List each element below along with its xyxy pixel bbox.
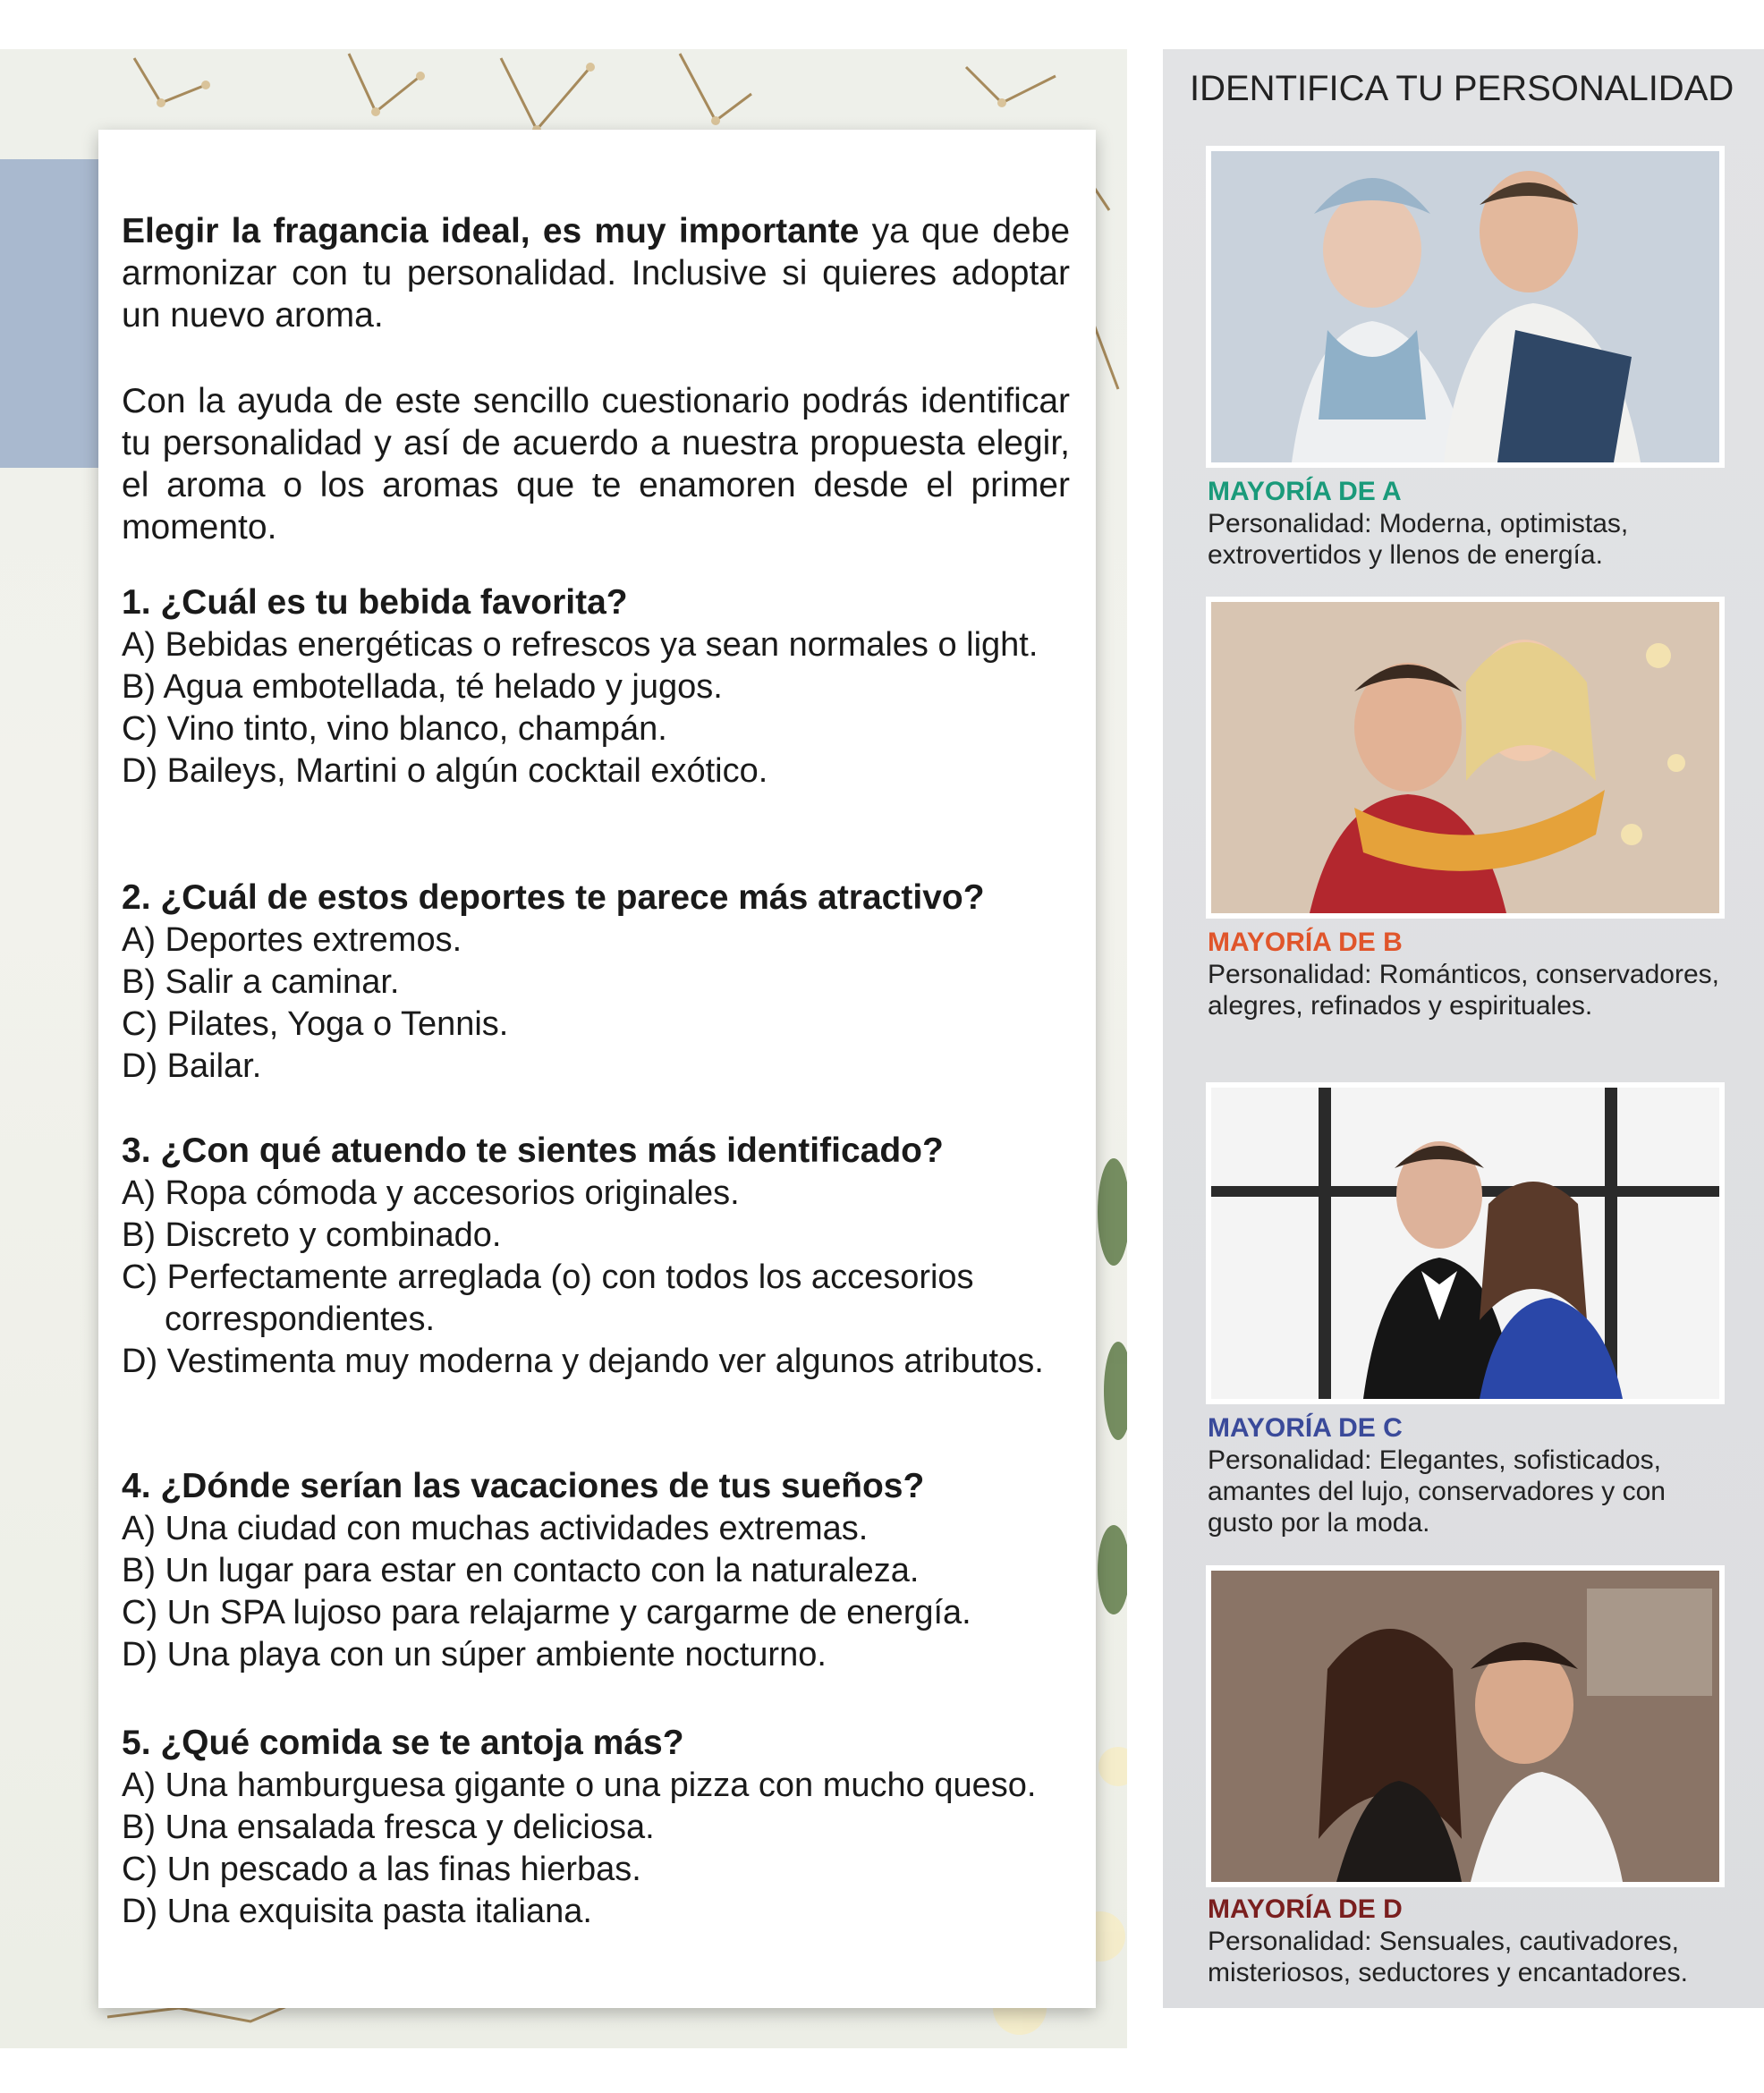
question-title: 1. ¿Cuál es tu bebida favorita? — [122, 583, 628, 622]
questionnaire-card — [98, 130, 1096, 2008]
option-d: D) Una playa con un súper ambiente nocturno. — [122, 1636, 827, 1674]
option-b: B) Una ensalada fresca y deliciosa. — [122, 1809, 655, 1846]
option-b: B) Un lugar para estar en contacto con la naturaleza. — [122, 1552, 920, 1589]
couple-photo-a — [1206, 146, 1725, 468]
personality-sidebar — [1163, 49, 1764, 2008]
result-label-b: MAYORÍA DE B — [1208, 928, 1403, 957]
question-3 — [122, 1130, 1070, 1383]
option-a: A) Bebidas energéticas o refrescos ya sean normales o light. — [122, 626, 1039, 664]
option-d: D) Bailar. — [122, 1047, 262, 1085]
option-b: B) Discreto y combinado. — [122, 1216, 502, 1254]
question-4 — [122, 1465, 1070, 1676]
option-a: A) Deportes extremos. — [122, 921, 462, 959]
result-label-c: MAYORÍA DE C — [1208, 1413, 1403, 1443]
option-b: B) Agua embotellada, té helado y jugos. — [122, 668, 723, 706]
option-b: B) Salir a caminar. — [122, 963, 400, 1001]
result-text-c: Personalidad: Elegantes, sofisticados, amantes del lujo, conservadores y con gusto por la moda. — [1208, 1445, 1666, 1538]
sidebar-title: IDENTIFICA TU PERSONALIDAD — [1190, 69, 1734, 108]
intro-paragraph-2: Con la ayuda de este sencillo cuestionario podrás identificar tu personalidad y así de acuerdo a nuestra propuesta elegir, el aroma o los aromas que te enamoren desde el primer momento. — [122, 382, 1070, 547]
question-title: 3. ¿Con qué atuendo te sientes más identificado? — [122, 1131, 944, 1170]
couple-photo-b — [1206, 597, 1725, 919]
question-1 — [122, 581, 1070, 792]
option-c: C) Un pescado a las finas hierbas. — [122, 1851, 641, 1888]
option-a: A) Una ciudad con muchas actividades extremas. — [122, 1510, 869, 1547]
result-text-d: Personalidad: Sensuales, cautivadores, misteriosos, seductores y encantadores. — [1208, 1927, 1688, 1987]
question-title: 5. ¿Qué comida se te antoja más? — [122, 1724, 684, 1762]
option-a: A) Ropa cómoda y accesorios originales. — [122, 1174, 740, 1212]
option-a: A) Una hamburguesa gigante o una pizza con mucho queso. — [122, 1767, 1037, 1804]
intro-paragraph — [122, 210, 1070, 336]
option-d: D) Vestimenta muy moderna y dejando ver algunos atributos. — [122, 1343, 1044, 1380]
result-label-d: MAYORÍA DE D — [1208, 1894, 1403, 1924]
question-5 — [122, 1722, 1070, 1933]
question-title: 4. ¿Dónde serían las vacaciones de tus sueños? — [122, 1467, 925, 1505]
option-c: C) Pilates, Yoga o Tennis. — [122, 1005, 509, 1043]
option-d: D) Una exquisita pasta italiana. — [122, 1893, 592, 1930]
accent-band — [0, 159, 103, 468]
couple-photo-d — [1206, 1565, 1725, 1887]
question-2 — [122, 877, 1070, 1088]
option-d: D) Baileys, Martini o algún cocktail exótico. — [122, 752, 768, 790]
couple-photo-c — [1206, 1082, 1725, 1404]
result-text-a: Personalidad: Moderna, optimistas, extrovertidos y llenos de energía. — [1208, 509, 1629, 570]
question-title: 2. ¿Cuál de estos deportes te parece más atractivo? — [122, 878, 985, 917]
result-label-a: MAYORÍA DE A — [1208, 477, 1402, 506]
option-c: C) Perfectamente arreglada (o) con todos los accesorios correspondientes. — [122, 1258, 974, 1338]
option-c: C) Vino tinto, vino blanco, champán. — [122, 710, 667, 748]
intro-bold: Elegir la fragancia ideal, es muy importante — [122, 212, 860, 250]
option-c: C) Un SPA lujoso para relajarme y cargarme de energía. — [122, 1594, 971, 1631]
intro-rest: ya que debe armonizar con tu personalidad. Inclusive si quieres adoptar un nuevo aroma. — [122, 212, 1071, 335]
result-text-b: Personalidad: Románticos, conservadores, alegres, refinados y espirituales. — [1208, 960, 1719, 1021]
